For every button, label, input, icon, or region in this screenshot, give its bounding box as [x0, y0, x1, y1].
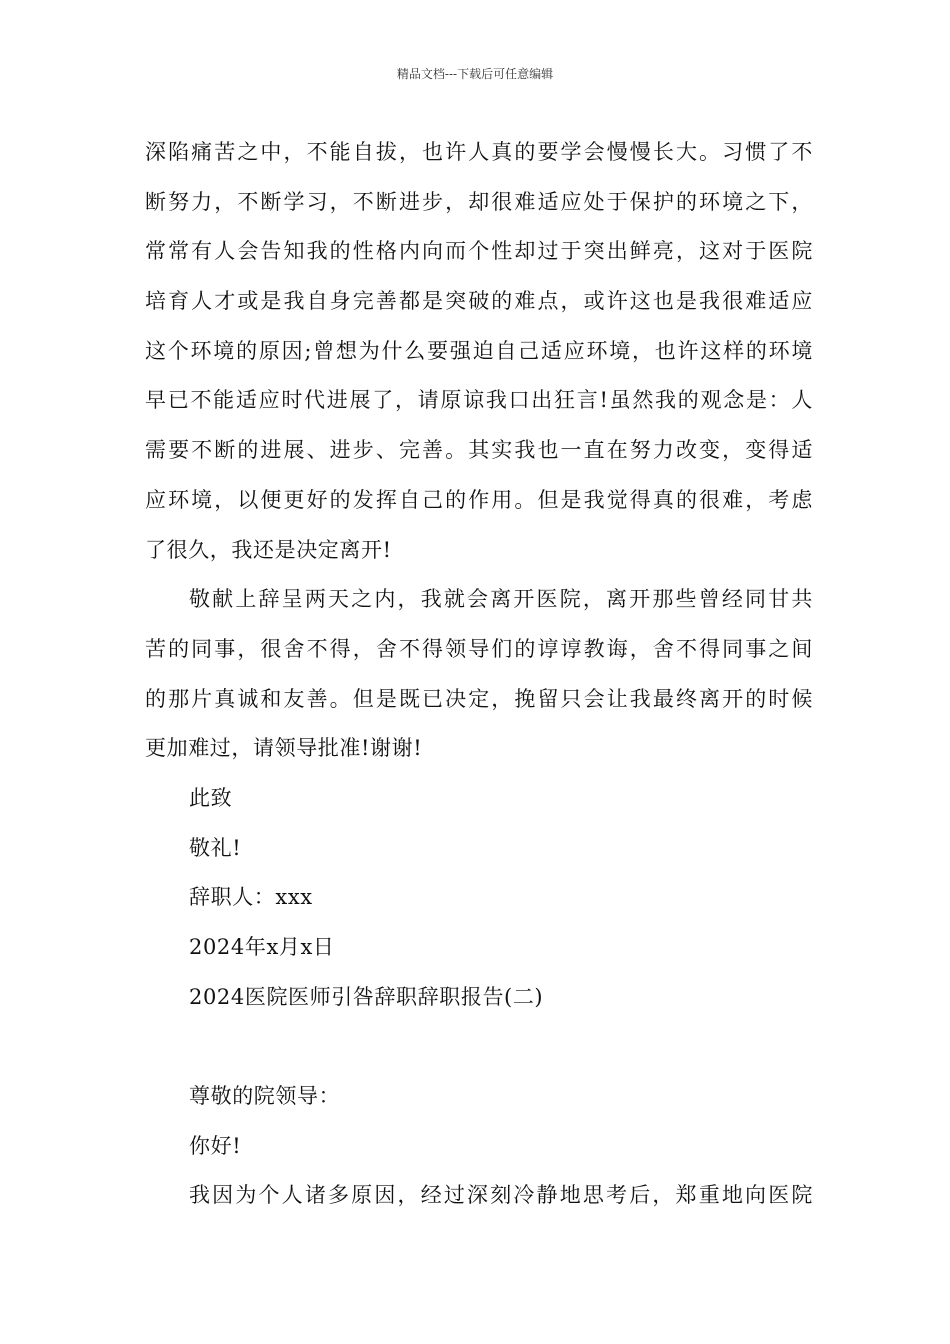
paragraph-line: 了很久，我还是决定离开! — [145, 537, 392, 562]
blank-line — [145, 1022, 813, 1072]
paragraph-line: 这个环境的原因;曾想为什么要强迫自己适应环境，也许这样的环境 — [145, 338, 813, 363]
paragraph-line: 的那片真诚和友善。但是既已决定，挽留只会让我最终离开的时候 — [145, 686, 813, 711]
paragraph-line: 需要不断的进展、进步、完善。其实我也一直在努力改变，变得适 — [145, 438, 813, 463]
paragraph-line: 苦的同事，很舍不得，舍不得领导们的谆谆教诲，舍不得同事之间 — [145, 636, 813, 661]
closing-regards: 敬礼! — [189, 835, 242, 860]
paragraph-line: 更加难过，请领导批准!谢谢! — [145, 736, 423, 761]
paragraph-line: 我因为个人诸多原因，经过深刻冷静地思考后，郑重地向医院 — [189, 1183, 813, 1208]
paragraph-line: 深陷痛苦之中，不能自拔，也许人真的要学会慢慢长大。习惯了不 — [145, 140, 813, 164]
paragraph-line: 应环境，以便更好的发挥自己的作用。但是我觉得真的很难，考虑 — [145, 487, 813, 512]
date-line: 2024年x月x日 — [189, 935, 335, 959]
section-title: 2024医院医师引咎辞职辞职报告(二) — [189, 984, 544, 1009]
paragraph-line: 常常有人会告知我的性格内向而个性却过于突出鲜亮，这对于医院 — [145, 239, 813, 264]
paragraph-line: 敬献上辞呈两天之内，我就会离开医院，离开那些曾经同甘共 — [189, 587, 813, 612]
paragraph-line: 断努力，不断学习，不断进步，却很难适应处于保护的环境之下， — [145, 189, 813, 214]
page-header: 精品文档---下载后可任意编辑 — [396, 67, 554, 81]
greeting: 你好! — [189, 1133, 242, 1158]
closing-salutation: 此致 — [189, 785, 233, 810]
paragraph-line: 培育人才或是我自身完善都是突破的难点，或许这也是我很难适应 — [145, 289, 813, 314]
greeting-addressee: 尊敬的院领导： — [189, 1084, 341, 1109]
signature-line: 辞职人：xxx — [189, 885, 313, 910]
document-body — [145, 128, 813, 1221]
paragraph-line: 早已不能适应时代进展了，请原谅我口出狂言!虽然我的观念是：人 — [145, 388, 813, 413]
